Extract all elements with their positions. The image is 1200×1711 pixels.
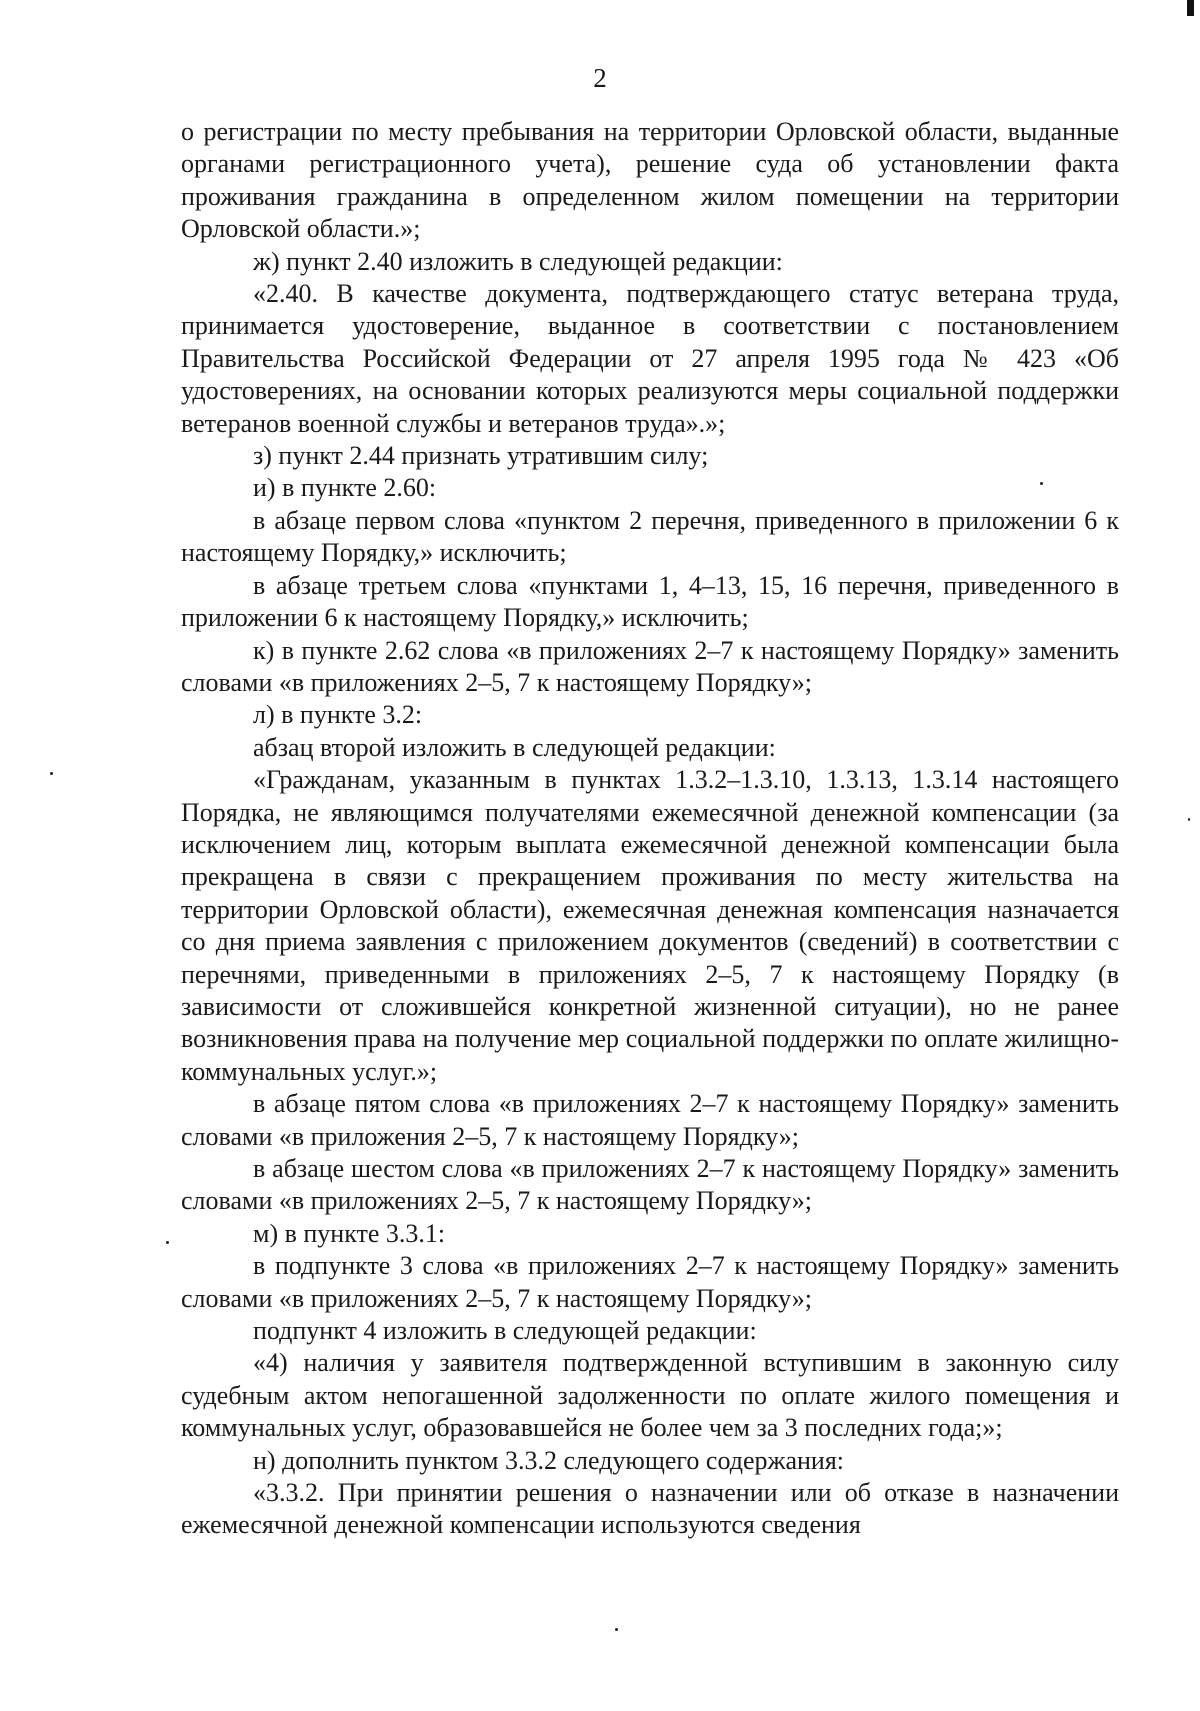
paragraph: и) в пункте 2.60: [253,473,437,503]
paragraph: н) дополнить пунктом 3.3.2 следующего содержания: [253,1445,845,1475]
paragraph: «2.40. В качестве документа, подтверждающего статус ветерана труда, принимается удостоверение, выданное в соответствии с постановлением Правительства Российской Федерации от 27 апреля 1995 года № 423 «Об удостоверениях, на основании которых реализуются меры социальной поддержки ветеранов военной службы и ветеранов труда».»; [181,279,1119,438]
paragraph: м) в пункте 3.3.1: [253,1218,446,1248]
paragraph: «3.3.2. При принятии решения о назначении или об отказе в назначении ежемесячной денежной компенсации используются сведения [181,1478,1119,1540]
scan-speck [615,1628,618,1631]
paragraph: в подпункте 3 слова «в приложениях 2–7 к настоящему Порядку» заменить словами «в приложениях 2–5, 7 к настоящему Порядку»; [181,1251,1119,1313]
paragraph: в абзаце пятом слова «в приложениях 2–7 к настоящему Порядку» заменить словами «в приложения 2–5, 7 к настоящему Порядку»; [181,1089,1119,1151]
page-number: 2 [593,63,607,93]
paragraph: «4) наличия у заявителя подтвержденной вступившим в законную силу судебным актом непогашенной задолженности по оплате жилого помещения и коммунальных услуг, образовавшейся не более чем за 3 последних года;»; [181,1348,1119,1443]
paragraph: к) в пункте 2.62 слова «в приложениях 2–7 к настоящему Порядку» заменить словами «в приложениях 2–5, 7 к настоящему Порядку»; [181,635,1119,697]
paragraph: о регистрации по месту пребывания на территории Орловской области, выданные органами регистрационного учета), решение суда об установлении факта проживания гражданина в определенном жилом помещении на территории Орловской области.»; [181,117,1119,244]
scan-speck [1040,482,1043,485]
scan-edge-mark [1187,0,1194,16]
scan-speck [166,1241,169,1244]
scan-speck [50,772,53,775]
paragraph: в абзаце третьем слова «пунктами 1, 4–13, 15, 16 перечня, приведенного в приложении 6 к настоящему Порядку,» исключить; [181,570,1119,633]
paragraph: абзац второй изложить в следующей редакции: [253,732,776,762]
document-body [181,116,1119,1542]
paragraph: з) пункт 2.44 признать утратившим силу; [253,441,709,471]
paragraph: подпункт 4 изложить в следующей редакции: [253,1316,757,1346]
paragraph: ж) пункт 2.40 изложить в следующей редакции: [253,246,783,276]
paragraph: л) в пункте 3.2: [253,700,423,730]
paragraph: «Гражданам, указанным в пунктах 1.3.2–1.3.10, 1.3.13, 1.3.14 настоящего Порядка, не являющимся получателями ежемесячной денежной компенсации (за исключением лиц, которым выплата ежемесячной денежной компенсации была прекращена в связи с прекращением проживания по месту жительства на территории Орловской области), ежемесячная денежная компенсация назначается со дня приема заявления с приложением документов (сведений) в соответствии с перечнями, приведенными в приложениях 2–5, 7 к настоящему Порядку (в зависимости от сложившейся конкретной жизненной ситуации), но не ранее возникновения права на получение мер социальной поддержки по оплате жилищно-коммунальных услуг.»; [181,765,1119,1086]
paragraph: в абзаце первом слова «пунктом 2 перечня, приведенного в приложении 6 к настоящему Порядку,» исключить; [181,505,1119,568]
paragraph: в абзаце шестом слова «в приложениях 2–7 к настоящему Порядку» заменить словами «в приложениях 2–5, 7 к настоящему Порядку»; [181,1154,1119,1216]
scan-speck [1188,818,1190,821]
